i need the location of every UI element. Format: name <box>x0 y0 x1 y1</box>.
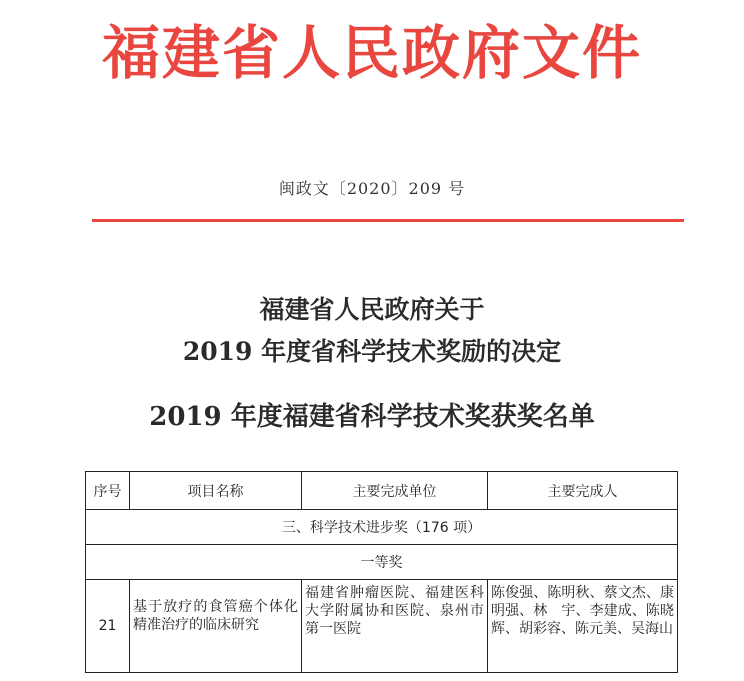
document-masthead: 福建省人民政府文件 <box>101 19 642 87</box>
header-main-people: 主要完成人 <box>488 472 678 510</box>
table-row <box>86 580 678 673</box>
category-label: 三、科学技术进步奖（176 项） <box>86 510 678 545</box>
table-header-row <box>86 472 678 510</box>
document-number: 闽政文〔2020〕209 号 <box>278 179 466 198</box>
row-project-name: 基于放疗的食管癌个体化精准治疗的临床研究 <box>130 580 302 673</box>
row-main-units: 福建省肿瘤医院、福建医科大学附属协和医院、泉州市第一医院 <box>302 580 488 673</box>
row-main-people: 陈俊强、陈明秋、蔡文杰、康明强、林 宇、李建成、陈晓辉、胡彩容、陈元美、吴海山 <box>488 580 678 673</box>
award-list-title: 2019 年度福建省科学技术奖获奖名单 <box>149 402 595 432</box>
grade-row <box>86 545 678 580</box>
header-index: 序号 <box>86 472 130 510</box>
header-project-name: 项目名称 <box>130 472 302 510</box>
award-table <box>85 471 678 673</box>
masthead-divider <box>92 219 684 222</box>
grade-label: 一等奖 <box>86 545 678 580</box>
decision-title-line-2: 2019 年度省科学技术奖励的决定 <box>182 337 562 366</box>
category-row <box>86 510 678 545</box>
header-main-units: 主要完成单位 <box>302 472 488 510</box>
decision-title-line-1: 福建省人民政府关于 <box>259 295 485 324</box>
row-index: 21 <box>86 580 130 673</box>
